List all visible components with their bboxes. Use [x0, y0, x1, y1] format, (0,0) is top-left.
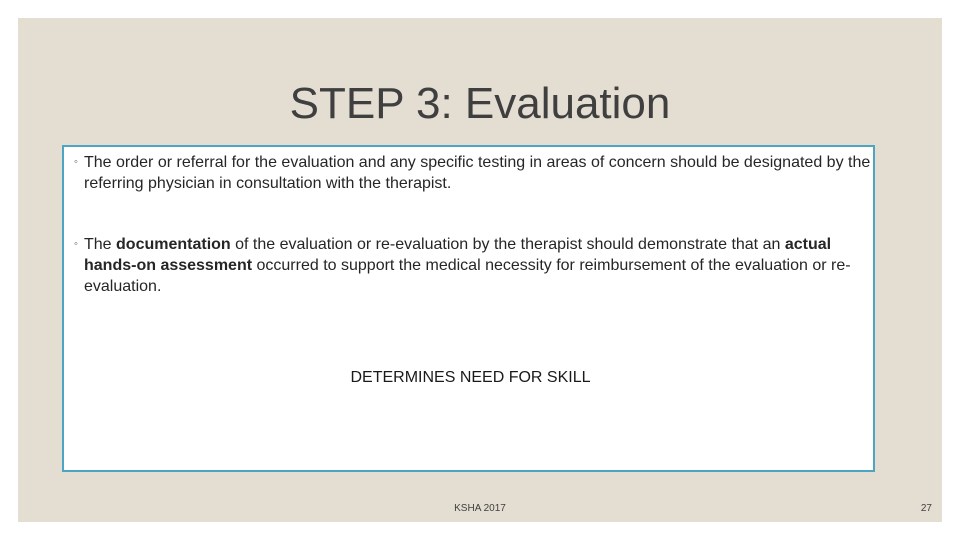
content-box	[62, 145, 875, 472]
bullet-bold-documentation: documentation	[116, 236, 231, 253]
bullet-item-1	[74, 152, 874, 194]
bullet-text-part: The	[84, 236, 117, 253]
page-number: 27	[920, 503, 932, 514]
bullet-item-2	[74, 234, 874, 297]
bullet-marker: ◦	[74, 238, 78, 250]
bullet-marker: ◦	[74, 156, 78, 168]
footer-text: KSHA 2017	[454, 503, 506, 514]
bullet-text-part: occurred to support the medical necessity for reimbursement of the evaluation or re-evaluation.	[84, 257, 851, 295]
bullet-text-part: of the evaluation or re-evaluation by the therapist should demonstrate that an	[230, 236, 785, 253]
bullet-text: The order or referral for the evaluation and any specific testing in areas of concern should be designated by the referring physician in consultation with the therapist.	[84, 154, 871, 192]
bullet-bold-assessment: actual hands-on assessment	[84, 236, 832, 274]
slide-title: STEP 3: Evaluation	[289, 79, 671, 128]
determines-skill-note: DETERMINES NEED FOR SKILL	[350, 369, 591, 386]
